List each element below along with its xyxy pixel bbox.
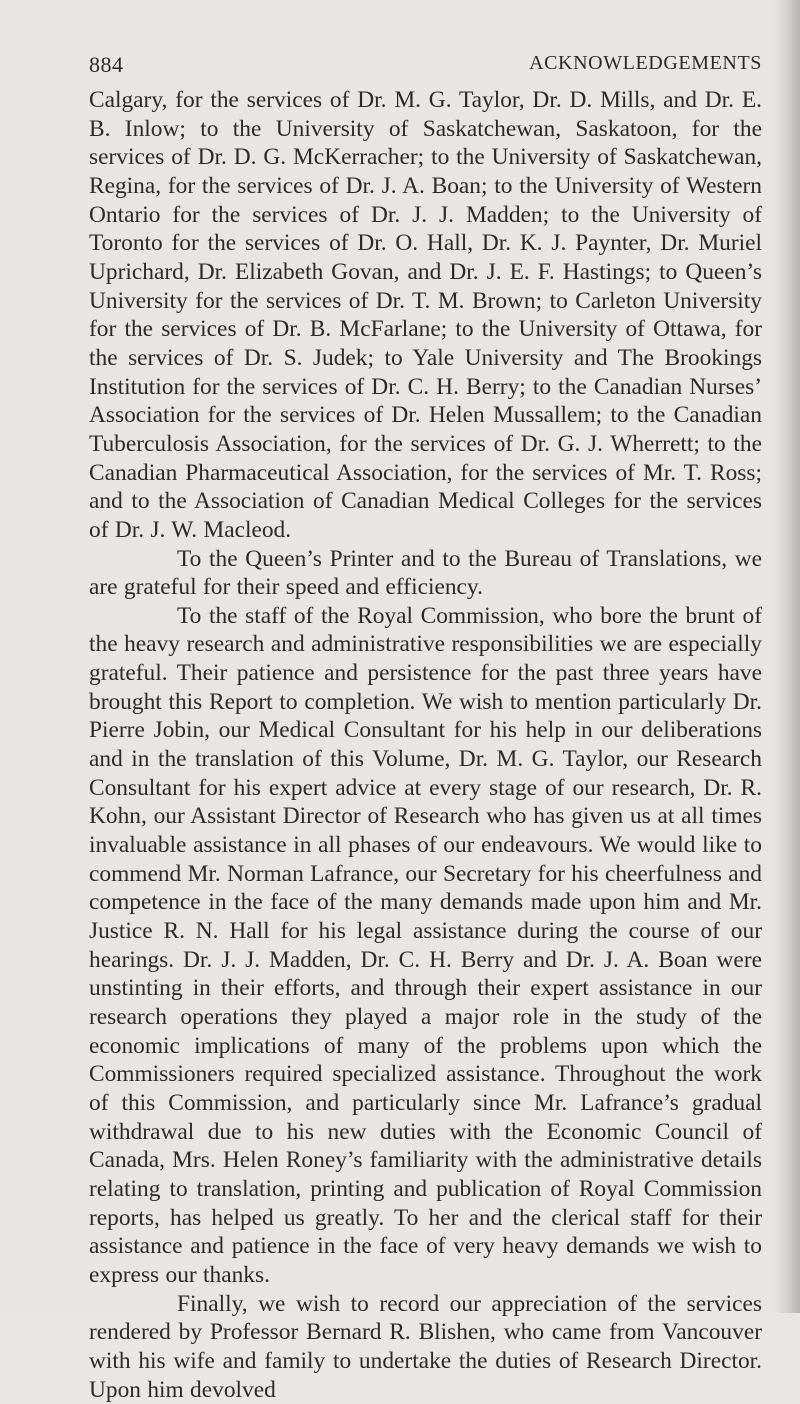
paragraph-university-services: Calgary, for the services of Dr. M. G. Taylor, Dr. D. Mills, and Dr. E. B. Inlow; to the University of Saskatchewan, Saskatoon, for the services of Dr. D. G. McKerracher; to the University of Saskatchewan, Regina, for the services of Dr. J. A. Boan; to the University of Western Ontario for the services of Dr. J. J. Madden; to the University of Toronto for the services of Dr. O. Hall, Dr. K. J. Paynter, Dr. Muriel Uprichard, Dr. Elizabeth Govan, and Dr. J. E. F. Hastings; to Queen’s University for the services of Dr. T. M. Brown; to Carleton University for the services of Dr. B. McFarlane; to the University of Ottawa, for the services of Dr. S. Judek; to Yale University and The Brookings Institution for the services of Dr. C. H. Berry; to the Canadian Nurses’ Association for the services of Dr. Helen Mussallem; to the Canadian Tuberculosis Association, for the services of Dr. G. J. Wherrett; to the Canadian Pharmaceutical Association, for the services of Mr. T. Ross; and to the Association of Canadian Medical Colleges for the services of Dr. J. W. Macleod. — [89, 87, 762, 543]
paragraph-commission-staff: To the staff of the Royal Commission, who bore the brunt of the heavy research and administrative responsibilities we are especially grateful. Their patience and persistence for the past three years have brought this Report to completion. We wish to mention particularly Dr. Pierre Jobin, our Medical Consultant for his help in our deliberations and in the translation of this Volume, Dr. M. G. Taylor, our Research Consultant for his expert advice at every stage of our research, Dr. R. Kohn, our Assistant Director of Research who has given us at all times invaluable assistance in all phases of our endeavours. We would like to commend Mr. Norman Lafrance, our Secretary for his cheerfulness and competence in the face of the many demands made upon him and Mr. Justice R. N. Hall for his legal assistance during the course of our hearings. Dr. J. J. Madden, Dr. C. H. Berry and Dr. J. A. Boan were unstinting in their efforts, and through their expert assistance in our research operations they played a major role in the study of the economic implications of many of the problems upon which the Commissioners required specialized assistance. Throughout the work of this Commission, and particularly since Mr. Lafrance’s gradual withdrawal due to his new duties with the Economic Council of Canada, Mrs. Helen Roney’s familiarity with the administrative details relating to translation, printing and publication of Royal Commission reports, has helped us greatly. To her and the clerical staff for their assistance and patience in the face of very heavy demands we wish to express our thanks. — [89, 602, 762, 1288]
paragraph-finally: Finally, we wish to record our appreciation of the services rendered by Professor Bernard R. Blishen, who came from Vancouver with his wife and family to undertake the duties of Research Director. Upon him devolved — [89, 1290, 762, 1403]
running-head — [89, 52, 762, 82]
page-edge-shadow — [774, 0, 800, 1313]
section-title: ACKNOWLEDGEMENTS — [529, 52, 762, 74]
body-text — [89, 86, 762, 1404]
page-number: 884 — [89, 52, 124, 77]
paragraph-queens-printer: To the Queen’s Printer and to the Bureau of Translations, we are grateful for their speed and efficiency. — [89, 545, 762, 601]
